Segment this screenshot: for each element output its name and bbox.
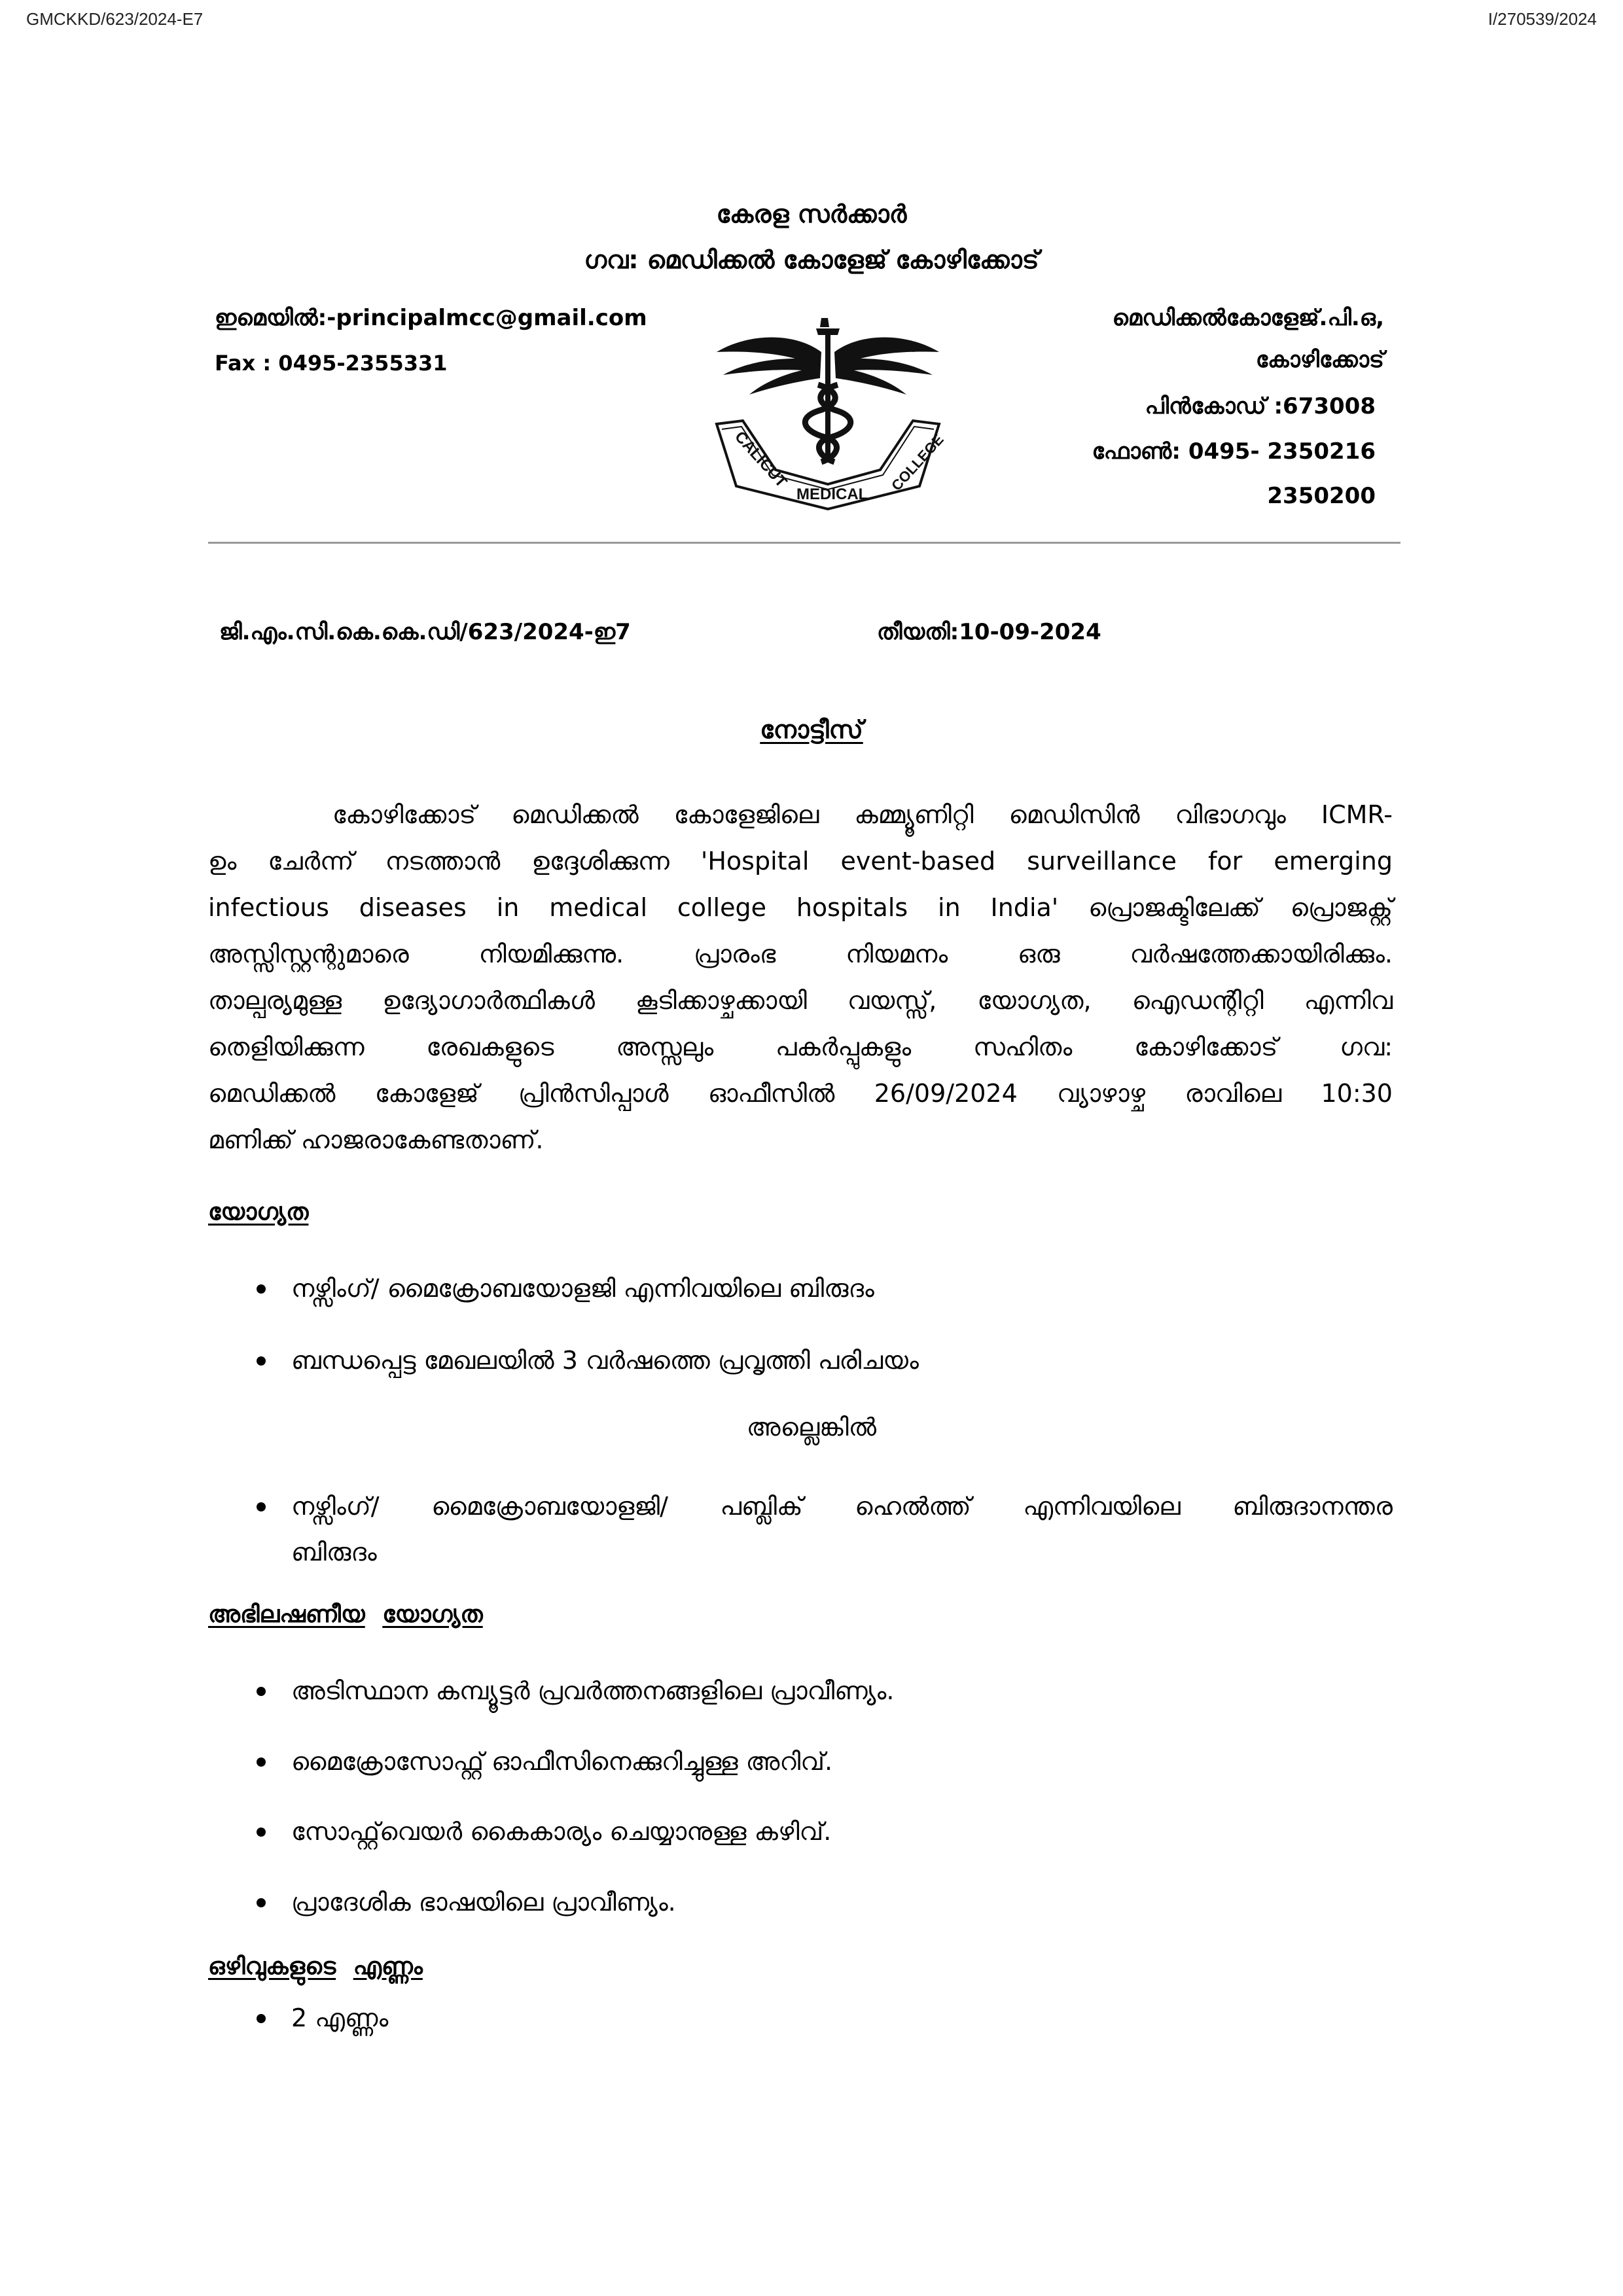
- qualification-item-1: നഴ്സിംഗ്/ മൈക്രോബയോളജി എന്നിവയിലെ ബിരുദം: [291, 1274, 874, 1303]
- running-header-right: I/270539/2024: [1488, 9, 1597, 29]
- vacancies-count: 2 എണ്ണം: [291, 2004, 389, 2032]
- logo-text-left: CALICUT: [731, 428, 791, 491]
- desirable-item-2: മൈക്രോസോഫ്റ്റ് ഓഫീസിനെക്കുറിച്ചുള്ള അറിവ്.: [291, 1747, 833, 1776]
- para-line-1: കോഴിക്കോട് മെഡിക്കൽ കോളേജിലെ കമ്മ്യൂണിറ്റി മെഡിസിൻ വിഭാഗവും ICMR-: [332, 800, 1393, 829]
- qualification-heading: യോഗ്യത: [208, 1199, 309, 1226]
- para-line-7: മെഡിക്കൽ കോളേജ് പ്രിൻസിപ്പാൾ ഓഫീസിൽ 26/09/2024 വ്യാഴാഴ്ച രാവിലെ 10:30: [208, 1079, 1393, 1108]
- notice-body: [208, 792, 1393, 1163]
- desirable-heading-a: അഭിലഷണീയ: [208, 1601, 365, 1628]
- notice-title: നോട്ടീസ്: [760, 715, 863, 744]
- or-separator: അല്ലെങ്കിൽ: [746, 1413, 877, 1441]
- phone-2: 2350200: [1267, 483, 1376, 509]
- letterhead-line1: കേരള സർക്കാർ: [716, 200, 907, 228]
- desirable-item-1: അടിസ്ഥാന കമ്പ്യൂട്ടർ പ്രവർത്തനങ്ങളിലെ പ്രാവീണ്യം.: [291, 1676, 895, 1705]
- running-header-left: GMCKKD/623/2024-E7: [26, 9, 204, 29]
- qualification-item-3-cont: ബിരുദം: [291, 1538, 377, 1566]
- pincode: പിൻകോഡ് :673008: [1145, 393, 1376, 419]
- notice-date: തീയതി:10-09-2024: [877, 619, 1101, 645]
- desirable-heading-b: യോഗ്യത: [382, 1601, 483, 1628]
- reference-number: ജി.എം.സി.കെ.കെ.ഡി/623/2024-ഇ7: [219, 619, 631, 645]
- vacancies-heading: [208, 1953, 423, 1981]
- bullet: [257, 1757, 266, 1767]
- bullet: [257, 1687, 266, 1696]
- logo-text-right: COLLEGE: [888, 431, 947, 494]
- para-line-8: മണിക്ക് ഹാജരാകേണ്ടതാണ്.: [208, 1125, 544, 1154]
- bullet: [257, 1284, 266, 1294]
- qualification-item-2: ബന്ധപ്പെട്ട മേഖലയിൽ 3 വർഷത്തെ പ്രവൃത്തി പരിചയം: [291, 1346, 919, 1375]
- college-logo: [704, 313, 952, 516]
- bullet: [257, 1356, 266, 1366]
- para-line-3: infectious diseases in medical college hospitals in India' പ്രൊജക്ടിലേക്ക് പ്രൊജക്റ്റ്: [208, 893, 1393, 922]
- logo-text-mid: MEDICAL: [796, 486, 868, 503]
- desirable-item-4: പ്രാദേശിക ഭാഷയിലെ പ്രാവീണ്യം.: [291, 1888, 676, 1916]
- bullet: [257, 1898, 266, 1907]
- address-line1: മെഡിക്കൽകോളേജ്.പി.ഒ,: [1112, 305, 1384, 331]
- letterhead-line2: ഗവ: മെഡിക്കൽ കോളേജ് കോഴിക്കോട്: [584, 245, 1039, 274]
- bullet: [257, 1502, 266, 1511]
- phone: ഫോൺ: 0495- 2350216: [1092, 438, 1376, 465]
- para-line-4: അസ്സിസ്റ്റന്റുമാരെ നിയമിക്കുന്നു. പ്രാരംഭ നിയമനം ഒരു വർഷത്തേക്കായിരിക്കും.: [208, 940, 1393, 968]
- fax: Fax : 0495-2355331: [215, 351, 448, 376]
- desirable-item-3: സോഫ്റ്റ്‌വെയർ കൈകാര്യം ചെയ്യാനുള്ള കഴിവ്.: [291, 1817, 832, 1846]
- vacancies-heading-a: ഒഴിവുകളുടെ: [208, 1953, 336, 1980]
- para-line-5: താല്പര്യമുള്ള ഉദ്യോഗാർത്ഥികൾ കൂടിക്കാഴ്ചക്കായി വയസ്സ്, യോഗ്യത, ഐഡന്റിറ്റി എന്നിവ: [208, 986, 1393, 1015]
- para-line-6: തെളിയിക്കുന്ന രേഖകളുടെ അസ്സലും പകർപ്പുകളും സഹിതം കോഴിക്കോട് ഗവ:: [208, 1033, 1393, 1061]
- bullet: [257, 1828, 266, 1837]
- address-line2: കോഴിക്കോട്: [1255, 347, 1384, 373]
- desirable-heading: [208, 1601, 483, 1629]
- bullet: [257, 2014, 266, 2023]
- email: ഇമെയിൽ:-principalmcc@gmail.com: [215, 305, 647, 331]
- qualification-item-3: നഴ്സിംഗ്/ മൈക്രോബയോളജി/ പബ്ലിക് ഹെൽത്ത് എന്നിവയിലെ ബിരുദാനന്തര: [291, 1492, 1393, 1521]
- vacancies-heading-b: എണ്ണം: [353, 1953, 423, 1980]
- para-line-2: ഉം ചേർന്ന് നടത്താൻ ഉദ്ദേശിക്കുന്ന 'Hospital event-based surveillance for emerging: [208, 847, 1393, 875]
- header-divider: [208, 542, 1400, 544]
